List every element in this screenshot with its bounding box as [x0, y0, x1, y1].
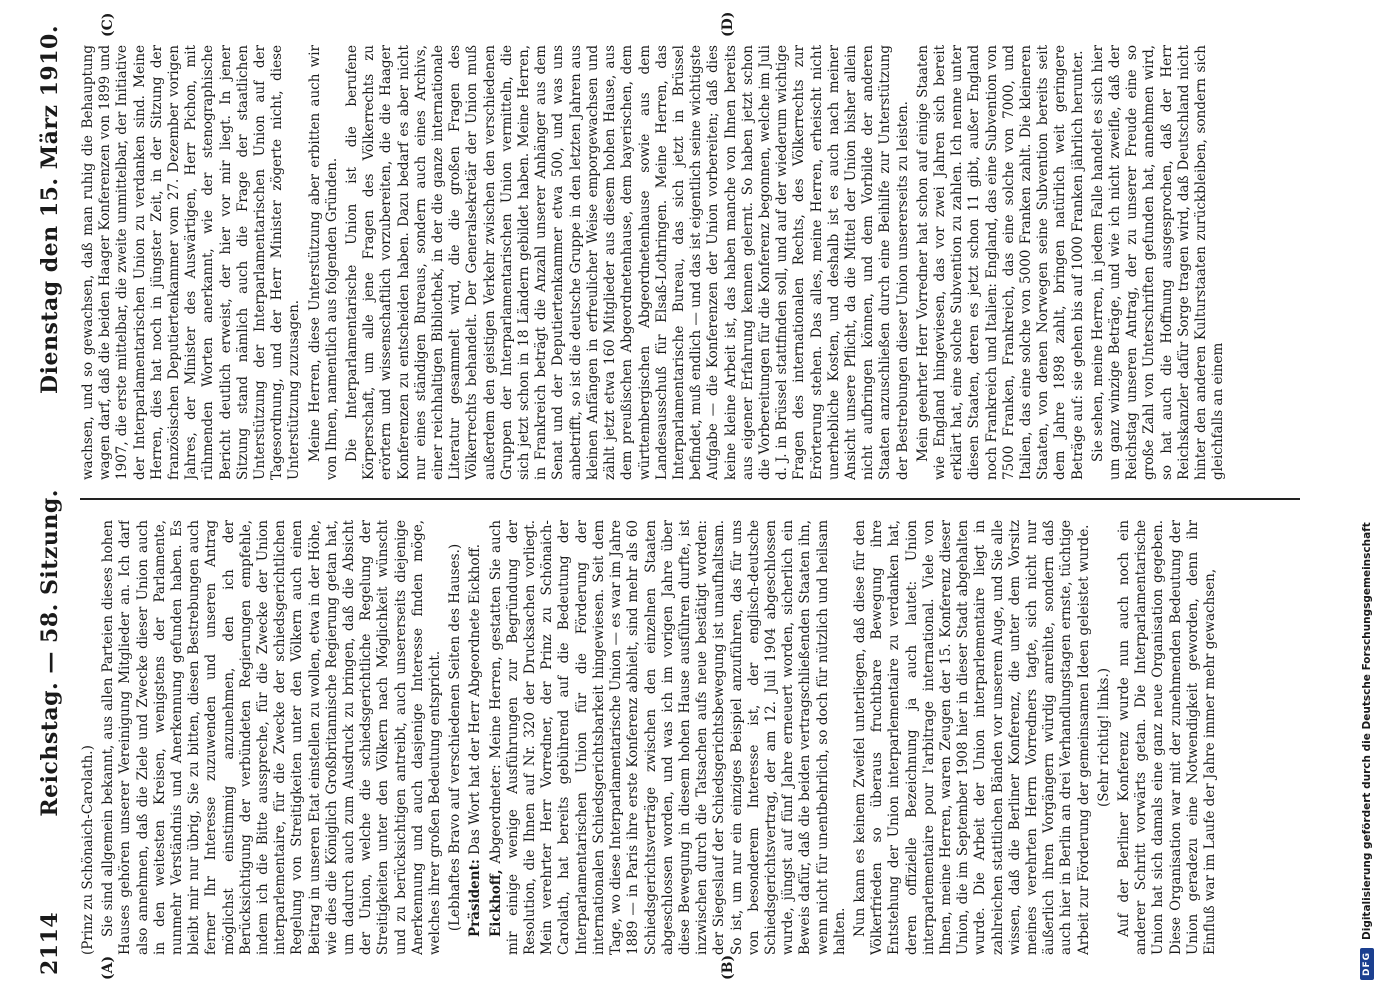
margin-marker-b: (B) [720, 954, 736, 980]
paragraph: Abgeordneter: Meine Herren, gestatten Sie auch mir einige wenige Ausführungen zur Begründung der Resolution, die Ihnen auf Nr. 320 der Drucksachen vorliegt. Mein verehrter Herr Vorredner, der Prinz zu Schönaich-Carolath, hat bereits gebührend auf die Bedeutung der Interparlamentarischen Union für die Förderung der internationalen Schiedsgerichtsbarkeit hingewiesen. Seit dem Tage, wo diese Interparlamentarische Union — es war im Jahre 1889 — in Paris ihre erste Konferenz abhielt, sind mehr als 60 Schiedsgerichtsverträge zwischen den einzelnen Staaten abgeschlossen worden, und was ich im vorigen Jahre über diese Bewegung in diesem hohen Hause ausführen durfte, ist inzwischen durch die Tatsachen aufs neue bestätigt worden: der Siegeslauf der Schiedsgerichtsbewegung ist unaufhaltsam. So ist, um nur ein einziges Beispiel anzuführen, das für uns von besonderem Interesse ist, der englisch-deutsche Schiedsgerichtsvertrag, der am 12. Juli 1904 abgeschlossen wurde, jüngst auf fünf Jahre erneuert worden, sicherlich ein Beweis dafür, daß die beiden vertragschließenden Staaten ihn, wenn nicht für unentbehrlich, so doch für nützlich und heilsam halten. [487, 520, 848, 955]
digitization-credit [1356, 20, 1378, 980]
margin-marker-a: (A) [100, 955, 116, 980]
eickhoff-label: Eickhoff, [487, 869, 504, 937]
page-number: 2114 [37, 911, 63, 975]
paragraph: Die Interparlamentarische Union ist die berufene Körperschaft, um alle jene Fragen des Völkerrechts zu erörtern und wissenschaftlich vorzubereiten, die die Haager Konferenzen zu entscheiden haben. Dazu bedarf es aber nicht nur eines ständigen Bureaus, sondern auch eines Archivs, einer reichhaltigen Bibliothek, in der die ganze internationale Literatur gesammelt wird, die die großen Fragen des Völkerrechts behandelt. Der Generalsekretär der Union muß außerdem den geistigen Verkehr zwischen den verschiedenen Gruppen der Interparlamentarischen Union vermitteln, die sich jetzt schon in 18 Ländern gebildet haben. Meine Herren, in Frankreich beträgt die Anzahl unserer Anhänger aus dem Senat und der Deputiertenkammer etwa 500, und was uns anbetrifft, so ist die deutsche Gruppe in den letzten Jahren aus kleinen Anfängen in erfreulicher Weise emporgewachsen und zählt jetzt etwa 160 Mitglieder aus diesem hohen Hause, aus dem preußischen Abgeordnetenhause, dem bayerischen, dem württembergischen Abgeordnetenhause sowie aus dem Landesausschuß für Elsaß-Lothringen. Meine Herren, das Interparlamentarische Bureau, das sich jetzt in Brüssel befindet, muß endlich — und das ist eigentlich seine wichtigste Aufgabe — die Konferenzen der Union vorbereiten; daß dies keine kleine Arbeit ist, das haben manche von Ihnen bereits aus eigener Erfahrung kennen gelernt. So haben jetzt schon die Vorbereitungen für die Konferenz begonnen, welche im Juli d. J. in Brüssel stattfinden soll, und auf der wiederum wichtige Fragen des internationalen Rechts, des Völkerrechts zur Erörterung stehen. Das alles, meine Herren, erheischt nicht unerhebliche Kosten, und deshalb ist es auch nach meiner Ansicht unsere Pflicht, da die Mittel der Union bisher allein nicht aufbringen können, und dem Vorbilde der anderen Staaten anzuschließen durch eine Beihilfe zur Unterstützung der Bestrebungen dieser Union unsererseits zu leisten. [344, 45, 911, 480]
paragraph: Auf der Berliner Konferenz wurde nun auch noch ein anderer Schritt vorwärts getan. Die Interparlamentarische Union hat sich damals eine ganz neue Organisation gegeben. Diese Organisation war mit der zunehmenden Bedeutung der Union geradezu eine Notwendigkeit geworden, denn ihr Einfluß war im Laufe der Jahre immer mehr gewachsen, [1115, 520, 1218, 955]
right-column [80, 45, 1300, 480]
paragraph: Sie sind allgemein bekannt, aus allen Parteien dieses hohen Hauses gehören unserer Vereinigung Mitglieder an. Ich darf also annehmen, daß die Ziele und Zwecke dieser Union auch in den weitesten Kreisen, wenigstens der Parlamente, nunmehr Verständnis und Anerkennung gefunden haben. Es bleibt mir nur übrig, Sie zu bitten, diesen Bestrebungen auch ferner Ihr Interesse zuzuwenden und unseren Antrag möglichst einstimmig anzunehmen, den ich der Berücksichtigung der verbündeten Regierungen empfehle, indem ich die Bitte ausspreche, für die Zwecke der Union interparlementaire, für die Zwecke der schiedsgerichtlichen Regelung von Streitigkeiten unter den Völkern auch einen Beitrag in unseren Etat einstellen zu wollen, etwa in der Höhe, wie dies die Königlich Großbritannische Regierung getan hat, um dadurch auch zum Ausdruck zu bringen, daß die Absicht der Union, welche die schiedsgerichtliche Regelung der Streitigkeiten unter den Völkern nach Möglichkeit wünscht und zu berücksichtigen antreibt, auch unsererseits diejenige Anerkennung und auch dasjenige Interesse finden möge, welches ihrer großen Bedeutung entspricht. [100, 520, 444, 955]
header-right-title: Dienstag den 15. März 1910. [37, 25, 63, 394]
applause-note: (Lebhaftes Bravo auf verschiedenen Seiten des Hauses.) [447, 543, 464, 932]
margin-marker-c: (C) [100, 12, 116, 37]
left-column [80, 520, 1300, 955]
rotated-document-page [20, 11, 1330, 985]
margin-marker-d: (D) [720, 11, 736, 37]
approval-note: (Sehr richtig! links.) [1095, 667, 1112, 808]
speaker-line: (Prinz zu Schönaich-Carolath.) [80, 745, 96, 955]
header-left-title: Reichstag. — 58. Sitzung. [37, 489, 63, 817]
paragraph: Mein geehrter Herr Vorredner hat schon auf einige Staaten wie England hingewiesen, das vor zwei Jahren sich bereit erklärt hat, eine solche Subvention zu zahlen. Ich nenne unter diesen Staaten, deren es jetzt schon 11 gibt, außer England noch Frankreich und Italien: England, das eine Subvention von 7500 Franken, Frankreich, das eine solche von 7000, und Italien, das eine solche von 5000 Franken zahlt. Die kleineren Staaten, von denen Norwegen seine Subvention bereits seit dem Jahre 1898 zahlt, bringen natürlich weit geringere Beträge auf: sie gehen bis auf 1000 Franken jährlich herunter. [914, 45, 1086, 480]
paragraph: Nun kann es keinem Zweifel unterliegen, daß diese für den Völkerfrieden so überaus fruchtbare Bewegung ihre Entstehung der Union interparlementaire zu verdanken hat, deren offizielle Bezeichnung ja auch lautet: Union interparlementaire pour l'arbitrage international. Viele von Ihnen, meine Herren, waren Zeugen der 15. Konferenz dieser Union, die im September 1908 hier in dieser Stadt abgehalten wurde. Die Arbeit der Union interparlementaire liegt in zahlreichen stattlichen Bänden vor unserem Auge, und Sie alle wissen, daß die Berliner Konferenz, die unter dem Vorsitz meines verehrten Herrn Vorredners tagte, sich nicht nur äußerlich ihren Vorgängern würdig anreihte, sondern daß auch hier in Berlin an drei Verhandlungstagen ernste, tüchtige Arbeit zur Förderung der gemeinsamen Ideen geleistet wurde. [851, 520, 1092, 955]
paragraph: Meine Herren, diese Unterstützung aber erbitten auch wir von Ihnen, namentlich aus folgenden Gründen. [306, 45, 340, 480]
president-text: Das Wort hat der Herr Abgeordnete Eickhoff. [467, 543, 484, 855]
credit-text: Digitalisierung gefördert durch die Deutsche Forschungsgemeinschaft [1361, 522, 1373, 940]
page-header [30, 25, 70, 975]
president-label: Präsident: [467, 859, 484, 937]
column-divider [80, 498, 1300, 500]
dfg-logo: DFG [1360, 948, 1374, 980]
paragraph: wachsen, und so gewachsen, daß man ruhig die Behauptung wagen darf, daß die beiden Haager Konferenzen von 1899 und 1907, die erste mittelbar, die zweite unmittelbar, der Initiative der Interparlamentarischen Union zu verdanken sind. Meine Herren, dies hat noch in jüngster Zeit, in der Sitzung der französischen Deputiertenkammer vom 27. Dezember vorigen Jahres, der Minister des Auswärtigen, Herr Pichon, mit rühmenden Worten anerkannt, wie der stenographische Bericht deutlich erweist, der hier vor mir liegt. In jener Sitzung stand nämlich auch die Frage der staatlichen Unterstützung der Interparlamentarischen Union auf der Tagesordnung, und der Herr Minister zögerte nicht, diese Unterstützung zuzusagen. [80, 45, 303, 480]
paragraph: Sie sehen, meine Herren, in jedem Falle handelt es sich hier um ganz winzige Beträge, und wie ich nicht zweifle, daß der Reichstag unseren Antrag, der zu unserer Freude eine so große Zahl von Unterschriften gefunden hat, annehmen wird, so hat auch die Hoffnung ausgesprochen, daß der Herr Reichskanzler dafür Sorge tragen wird, daß Deutschland nicht hinter den anderen Kulturstaaten zurückbleiben, sondern sich gleichfalls an einem [1089, 45, 1227, 480]
